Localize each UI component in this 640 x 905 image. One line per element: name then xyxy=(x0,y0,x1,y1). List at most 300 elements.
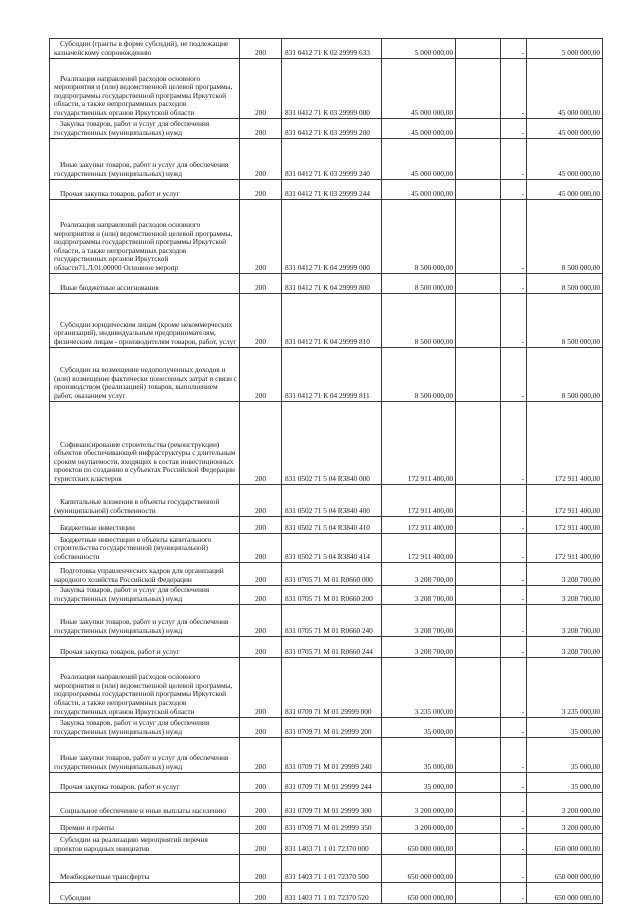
row-dash-cell xyxy=(501,119,527,139)
row-total-cell xyxy=(527,833,603,854)
row-code-text: 200 xyxy=(255,574,266,584)
row-dash-cell xyxy=(501,657,527,717)
row-amount-cell xyxy=(382,816,456,833)
row-total-text: 8 500 000,00 xyxy=(561,262,600,272)
row-total-cell xyxy=(527,657,603,717)
table-row xyxy=(50,517,603,534)
row-kbk-cell xyxy=(282,737,382,772)
row-name-cell xyxy=(50,854,240,882)
row-funding-cell xyxy=(456,772,501,792)
row-funding-cell xyxy=(456,792,501,816)
row-code-text: 200 xyxy=(255,522,266,532)
row-funding-cell xyxy=(456,534,501,563)
row-amount-text: 172 911 400,00 xyxy=(407,522,453,532)
row-total-cell xyxy=(527,39,603,59)
row-kbk-cell xyxy=(282,348,382,402)
row-amount-cell xyxy=(382,882,456,903)
row-amount-text: 8 500 000,00 xyxy=(414,336,453,346)
row-kbk-cell xyxy=(282,534,382,563)
row-code-text: 200 xyxy=(255,168,266,178)
row-funding-cell xyxy=(456,402,501,485)
row-funding-cell xyxy=(456,657,501,717)
row-dash-text: - xyxy=(521,646,524,656)
row-name-cell xyxy=(50,604,240,636)
row-kbk-cell xyxy=(282,139,382,180)
row-amount-text: 35 000,00 xyxy=(423,761,453,771)
row-dash-text: - xyxy=(521,262,524,272)
row-dash-cell xyxy=(501,534,527,563)
row-name-cell xyxy=(50,274,240,294)
table-row xyxy=(50,636,603,657)
table-row xyxy=(50,586,603,605)
row-amount-cell xyxy=(382,39,456,59)
row-total-text: 5 000 000,00 xyxy=(561,47,600,57)
row-dash-cell xyxy=(501,772,527,792)
row-total-cell xyxy=(527,563,603,586)
row-amount-cell xyxy=(382,294,456,348)
table-row xyxy=(50,485,603,517)
row-amount-cell xyxy=(382,200,456,274)
row-name-cell xyxy=(50,586,240,605)
row-dash-cell xyxy=(501,563,527,586)
row-code-cell xyxy=(240,816,282,833)
row-amount-cell xyxy=(382,180,456,200)
row-dash-text: - xyxy=(521,781,524,791)
row-code-cell xyxy=(240,717,282,737)
row-total-cell xyxy=(527,586,603,605)
row-code-text: 200 xyxy=(255,761,266,771)
row-amount-cell xyxy=(382,772,456,792)
table-row xyxy=(50,348,603,402)
row-amount-cell xyxy=(382,139,456,180)
table-row xyxy=(50,139,603,180)
row-name-text: Реализация направлений расходов основного мероприятия и (или) ведомственной целевой программы, подпрограммы государственной программы Иркутской области, а также непрограммных расходов государственных органов Иркутской области71.Л.01.00000 Основное меропр xyxy=(54,219,233,272)
row-kbk-text: 831 0709 71 М 01 29999 200 xyxy=(285,726,372,736)
budget-table xyxy=(49,38,603,904)
row-total-text: 8 500 000,00 xyxy=(561,336,600,346)
row-amount-cell xyxy=(382,563,456,586)
row-dash-text: - xyxy=(521,390,524,400)
row-total-cell xyxy=(527,180,603,200)
row-funding-cell xyxy=(456,563,501,586)
row-kbk-cell xyxy=(282,563,382,586)
row-amount-text: 3 208 700,00 xyxy=(414,593,453,603)
row-amount-cell xyxy=(382,737,456,772)
row-code-text: 200 xyxy=(255,593,266,603)
row-code-text: 200 xyxy=(255,107,266,117)
row-kbk-text: 831 0412 71 К 04 29999 800 xyxy=(285,282,370,292)
row-name-text: Субсидии на возмещение недополученных доходов и (или) возмещение фактически понесенных затрат в связи с производством (реализацией) товаров, выполнением работ, оказанием услуг xyxy=(54,365,237,400)
row-amount-text: 650 000 000,00 xyxy=(407,892,453,902)
row-amount-text: 3 200 000,00 xyxy=(414,805,453,815)
row-dash-cell xyxy=(501,485,527,517)
row-dash-cell xyxy=(501,274,527,294)
row-kbk-cell xyxy=(282,485,382,517)
row-total-text: 3 208 700,00 xyxy=(561,593,600,603)
row-dash-text: - xyxy=(521,761,524,771)
row-code-text: 200 xyxy=(255,505,266,515)
table-row xyxy=(50,563,603,586)
row-code-cell xyxy=(240,485,282,517)
row-name-cell xyxy=(50,563,240,586)
row-kbk-text: 831 1403 71 1 01 72370 000 xyxy=(285,843,369,853)
row-name-cell xyxy=(50,636,240,657)
row-total-text: 35 000,00 xyxy=(570,726,600,736)
row-code-text: 200 xyxy=(255,843,266,853)
row-dash-cell xyxy=(501,586,527,605)
table-row xyxy=(50,200,603,274)
row-dash-cell xyxy=(501,882,527,903)
row-name-cell xyxy=(50,39,240,59)
row-total-cell xyxy=(527,854,603,882)
row-funding-cell xyxy=(456,180,501,200)
row-amount-text: 3 208 700,00 xyxy=(414,646,453,656)
row-code-text: 200 xyxy=(255,336,266,346)
row-amount-text: 3 208 700,00 xyxy=(414,574,453,584)
row-kbk-text: 831 0709 71 М 01 29999 000 xyxy=(285,706,372,716)
row-code-text: 200 xyxy=(255,262,266,272)
row-code-cell xyxy=(240,534,282,563)
row-code-cell xyxy=(240,636,282,657)
row-amount-cell xyxy=(382,534,456,563)
row-amount-text: 172 911 400,00 xyxy=(407,473,453,483)
table-row xyxy=(50,854,603,882)
row-code-cell xyxy=(240,517,282,534)
row-code-cell xyxy=(240,772,282,792)
row-name-text: Бюджетные инвестиции xyxy=(60,522,135,532)
row-code-text: 200 xyxy=(255,390,266,400)
row-total-cell xyxy=(527,604,603,636)
row-code-cell xyxy=(240,563,282,586)
row-dash-text: - xyxy=(521,892,524,902)
row-amount-text: 650 000 000,00 xyxy=(407,871,453,881)
row-kbk-text: 831 0705 71 М 01 R0660 240 xyxy=(285,625,373,635)
row-funding-cell xyxy=(456,833,501,854)
table-row xyxy=(50,833,603,854)
row-dash-text: - xyxy=(521,282,524,292)
row-kbk-cell xyxy=(282,792,382,816)
row-total-cell xyxy=(527,348,603,402)
row-kbk-text: 831 0412 71 К 03 29999 240 xyxy=(285,168,370,178)
row-total-cell xyxy=(527,534,603,563)
table-row xyxy=(50,39,603,59)
row-name-cell xyxy=(50,139,240,180)
row-kbk-cell xyxy=(282,294,382,348)
row-total-text: 172 911 400,00 xyxy=(554,551,600,561)
row-amount-text: 8 500 000,00 xyxy=(414,390,453,400)
row-funding-cell xyxy=(456,39,501,59)
row-code-cell xyxy=(240,139,282,180)
row-name-cell xyxy=(50,833,240,854)
row-total-cell xyxy=(527,636,603,657)
row-dash-text: - xyxy=(521,522,524,532)
row-code-text: 200 xyxy=(255,127,266,137)
row-code-cell xyxy=(240,119,282,139)
row-name-cell xyxy=(50,294,240,348)
row-code-text: 200 xyxy=(255,646,266,656)
row-dash-cell xyxy=(501,200,527,274)
row-kbk-cell xyxy=(282,586,382,605)
row-total-text: 45 000 000,00 xyxy=(558,168,600,178)
row-code-cell xyxy=(240,792,282,816)
row-code-cell xyxy=(240,274,282,294)
row-code-cell xyxy=(240,657,282,717)
row-name-text: Закупка товаров, работ и услуг для обеспечения государственных (муниципальных) нужд xyxy=(54,718,210,736)
table-row xyxy=(50,294,603,348)
row-funding-cell xyxy=(456,882,501,903)
row-amount-cell xyxy=(382,517,456,534)
row-name-text: Прочая закупка товаров, работ и услуг xyxy=(60,781,180,791)
row-name-text: Субсидии xyxy=(60,892,91,902)
row-dash-text: - xyxy=(521,706,524,716)
row-name-cell xyxy=(50,517,240,534)
row-name-text: Субсидии на реализацию мероприятий перечня проектов народных инициатив xyxy=(54,835,208,853)
row-name-text: Иные закупки товаров, работ и услуг для обеспечения государственных (муниципальных) нужд xyxy=(54,617,229,635)
row-total-text: 172 911 400,00 xyxy=(554,505,600,515)
row-code-cell xyxy=(240,59,282,119)
row-dash-cell xyxy=(501,717,527,737)
row-amount-text: 8 500 000,00 xyxy=(414,262,453,272)
row-name-text: Прочая закупка товаров, работ и услуг xyxy=(60,646,180,656)
row-total-cell xyxy=(527,816,603,833)
row-kbk-text: 831 0705 71 М 01 R0660 200 xyxy=(285,593,373,603)
row-funding-cell xyxy=(456,59,501,119)
row-total-text: 35 000,00 xyxy=(570,781,600,791)
row-name-text: Бюджетные инвестиции в объекты капитального строительства государственной (муниципальной) собственности xyxy=(54,534,212,561)
row-kbk-cell xyxy=(282,119,382,139)
row-funding-cell xyxy=(456,517,501,534)
row-name-cell xyxy=(50,534,240,563)
row-kbk-cell xyxy=(282,180,382,200)
row-dash-cell xyxy=(501,604,527,636)
row-name-text: Иные бюджетные ассигнования xyxy=(60,282,159,292)
row-amount-cell xyxy=(382,485,456,517)
row-amount-cell xyxy=(382,119,456,139)
row-amount-text: 45 000 000,00 xyxy=(411,107,453,117)
row-kbk-cell xyxy=(282,274,382,294)
table-row xyxy=(50,274,603,294)
row-funding-cell xyxy=(456,586,501,605)
row-dash-text: - xyxy=(521,843,524,853)
row-kbk-cell xyxy=(282,402,382,485)
row-dash-text: - xyxy=(521,574,524,584)
row-total-text: 3 200 000,00 xyxy=(561,822,600,832)
row-name-text: Субсидии юридическим лицам (кроме некоммерческих организаций), индивидуальным предпринимателям, физическим лицам - производителям товаров, работ, услуг xyxy=(54,319,237,346)
row-code-text: 200 xyxy=(255,188,266,198)
row-dash-text: - xyxy=(521,473,524,483)
row-code-cell xyxy=(240,294,282,348)
row-name-text: Межбюджетные трансферты xyxy=(60,871,150,881)
row-funding-cell xyxy=(456,348,501,402)
row-name-cell xyxy=(50,402,240,485)
table-row xyxy=(50,882,603,903)
row-kbk-text: 831 0709 71 М 01 29999 240 xyxy=(285,761,372,771)
row-name-cell xyxy=(50,348,240,402)
row-kbk-text: 831 0705 71 М 01 R0660 000 xyxy=(285,574,373,584)
row-funding-cell xyxy=(456,636,501,657)
row-dash-text: - xyxy=(521,822,524,832)
row-kbk-text: 831 0502 71 5 04 R3840 400 xyxy=(285,505,370,515)
row-code-text: 200 xyxy=(255,892,266,902)
row-code-cell xyxy=(240,854,282,882)
row-amount-cell xyxy=(382,59,456,119)
row-kbk-text: 831 0709 71 М 01 29999 350 xyxy=(285,822,372,832)
row-dash-text: - xyxy=(521,505,524,515)
table-row xyxy=(50,180,603,200)
table-row xyxy=(50,534,603,563)
row-name-cell xyxy=(50,59,240,119)
row-dash-text: - xyxy=(521,726,524,736)
row-amount-text: 3 235 000,00 xyxy=(414,706,453,716)
row-amount-cell xyxy=(382,604,456,636)
row-total-text: 3 200 000,00 xyxy=(561,805,600,815)
row-dash-text: - xyxy=(521,336,524,346)
row-code-text: 200 xyxy=(255,625,266,635)
row-name-text: Социальное обеспечение и иные выплаты населению xyxy=(60,805,226,815)
row-funding-cell xyxy=(456,139,501,180)
row-amount-text: 35 000,00 xyxy=(423,726,453,736)
row-dash-text: - xyxy=(521,625,524,635)
row-kbk-cell xyxy=(282,816,382,833)
row-dash-cell xyxy=(501,517,527,534)
row-amount-text: 172 911 400,00 xyxy=(407,505,453,515)
row-total-cell xyxy=(527,294,603,348)
table-row xyxy=(50,59,603,119)
row-amount-text: 45 000 000,00 xyxy=(411,168,453,178)
row-code-text: 200 xyxy=(255,47,266,57)
row-funding-cell xyxy=(456,816,501,833)
row-name-text: Субсидии (гранты в форме субсидий), не подлежащие казначейскому сопровождению xyxy=(54,39,229,57)
row-funding-cell xyxy=(456,717,501,737)
row-total-cell xyxy=(527,772,603,792)
row-name-text: Подготовка управленческих кадров для организаций народного хозяйства Российской Федерации xyxy=(54,566,224,584)
row-total-text: 3 208 700,00 xyxy=(561,574,600,584)
row-dash-cell xyxy=(501,636,527,657)
row-total-text: 3 235 000,00 xyxy=(561,706,600,716)
row-amount-text: 35 000,00 xyxy=(423,781,453,791)
row-amount-text: 3 200 000,00 xyxy=(414,822,453,832)
row-name-text: Софинансирование строительства (реконструкции) объектов обеспечивающей инфраструктуры с длительным сроком окупаемости, входящих в состав инвестиционных проектов по созданию в субъектах Российской Федерации туристских кластеров xyxy=(54,439,236,483)
row-code-text: 200 xyxy=(255,822,266,832)
row-total-cell xyxy=(527,792,603,816)
row-dash-text: - xyxy=(521,551,524,561)
row-kbk-cell xyxy=(282,517,382,534)
row-total-cell xyxy=(527,119,603,139)
row-kbk-cell xyxy=(282,717,382,737)
table-row xyxy=(50,657,603,717)
row-funding-cell xyxy=(456,119,501,139)
row-amount-cell xyxy=(382,402,456,485)
row-dash-cell xyxy=(501,294,527,348)
table-row xyxy=(50,792,603,816)
row-total-text: 172 911 400,00 xyxy=(554,522,600,532)
row-kbk-text: 831 0412 71 К 04 29999 810 xyxy=(285,336,370,346)
row-kbk-text: 831 0502 71 5 04 R3840 414 xyxy=(285,551,370,561)
row-amount-text: 45 000 000,00 xyxy=(411,188,453,198)
row-kbk-text: 831 0412 71 К 03 29999 000 xyxy=(285,107,370,117)
table-row xyxy=(50,772,603,792)
row-dash-text: - xyxy=(521,107,524,117)
row-kbk-text: 831 0709 71 М 01 29999 244 xyxy=(285,781,372,791)
row-name-cell xyxy=(50,772,240,792)
row-code-cell xyxy=(240,348,282,402)
row-funding-cell xyxy=(456,737,501,772)
row-dash-cell xyxy=(501,854,527,882)
row-funding-cell xyxy=(456,485,501,517)
row-total-cell xyxy=(527,882,603,903)
row-dash-cell xyxy=(501,180,527,200)
row-dash-cell xyxy=(501,833,527,854)
row-kbk-text: 831 0709 71 М 01 29999 300 xyxy=(285,805,372,815)
row-dash-cell xyxy=(501,816,527,833)
row-kbk-cell xyxy=(282,39,382,59)
row-amount-text: 3 208 700,00 xyxy=(414,625,453,635)
row-dash-text: - xyxy=(521,805,524,815)
row-name-cell xyxy=(50,119,240,139)
row-total-text: 172 911 400,00 xyxy=(554,473,600,483)
budget-document xyxy=(49,38,602,904)
row-name-cell xyxy=(50,816,240,833)
row-amount-text: 8 500 000,00 xyxy=(414,282,453,292)
table-row xyxy=(50,717,603,737)
row-total-cell xyxy=(527,737,603,772)
row-amount-cell xyxy=(382,792,456,816)
row-total-cell xyxy=(527,402,603,485)
row-kbk-cell xyxy=(282,604,382,636)
row-name-cell xyxy=(50,200,240,274)
row-amount-cell xyxy=(382,854,456,882)
row-total-text: 650 000 000,00 xyxy=(554,843,600,853)
row-dash-cell xyxy=(501,737,527,772)
row-kbk-text: 831 0412 71 К 04 29999 000 xyxy=(285,262,370,272)
row-name-cell xyxy=(50,717,240,737)
row-name-text: Закупка товаров, работ и услуг для обеспечения государственных (муниципальных) нужд xyxy=(54,119,210,137)
row-kbk-text: 831 1403 71 1 01 72370 520 xyxy=(285,892,369,902)
row-amount-text: 5 000 000,00 xyxy=(414,47,453,57)
row-total-cell xyxy=(527,139,603,180)
row-code-text: 200 xyxy=(255,282,266,292)
row-total-text: 8 500 000,00 xyxy=(561,390,600,400)
row-total-cell xyxy=(527,717,603,737)
row-funding-cell xyxy=(456,604,501,636)
row-name-text: Иные закупки товаров, работ и услуг для обеспечения государственных (муниципальных) нужд xyxy=(54,160,229,178)
row-dash-text: - xyxy=(521,127,524,137)
table-row xyxy=(50,737,603,772)
row-dash-text: - xyxy=(521,47,524,57)
row-name-text: Прочая закупка товаров, работ и услуг xyxy=(60,188,180,198)
row-code-cell xyxy=(240,402,282,485)
row-code-cell xyxy=(240,833,282,854)
row-name-text: Закупка товаров, работ и услуг для обеспечения государственных (муниципальных) нужд xyxy=(54,585,210,603)
row-total-cell xyxy=(527,517,603,534)
row-amount-text: 172 911 400,00 xyxy=(407,551,453,561)
row-name-cell xyxy=(50,180,240,200)
row-dash-cell xyxy=(501,402,527,485)
row-code-text: 200 xyxy=(255,871,266,881)
row-amount-text: 650 000 000,00 xyxy=(407,843,453,853)
row-dash-cell xyxy=(501,39,527,59)
row-dash-text: - xyxy=(521,871,524,881)
row-total-cell xyxy=(527,274,603,294)
row-total-text: 35 000,00 xyxy=(570,761,600,771)
row-kbk-text: 831 1403 71 1 01 72370 500 xyxy=(285,871,369,881)
row-amount-cell xyxy=(382,586,456,605)
row-total-text: 650 000 000,00 xyxy=(554,892,600,902)
row-kbk-cell xyxy=(282,657,382,717)
row-name-text: Капитальные вложения в объекты государственной (муниципальной) собственности xyxy=(54,497,220,515)
row-code-text: 200 xyxy=(255,781,266,791)
row-total-text: 45 000 000,00 xyxy=(558,127,600,137)
